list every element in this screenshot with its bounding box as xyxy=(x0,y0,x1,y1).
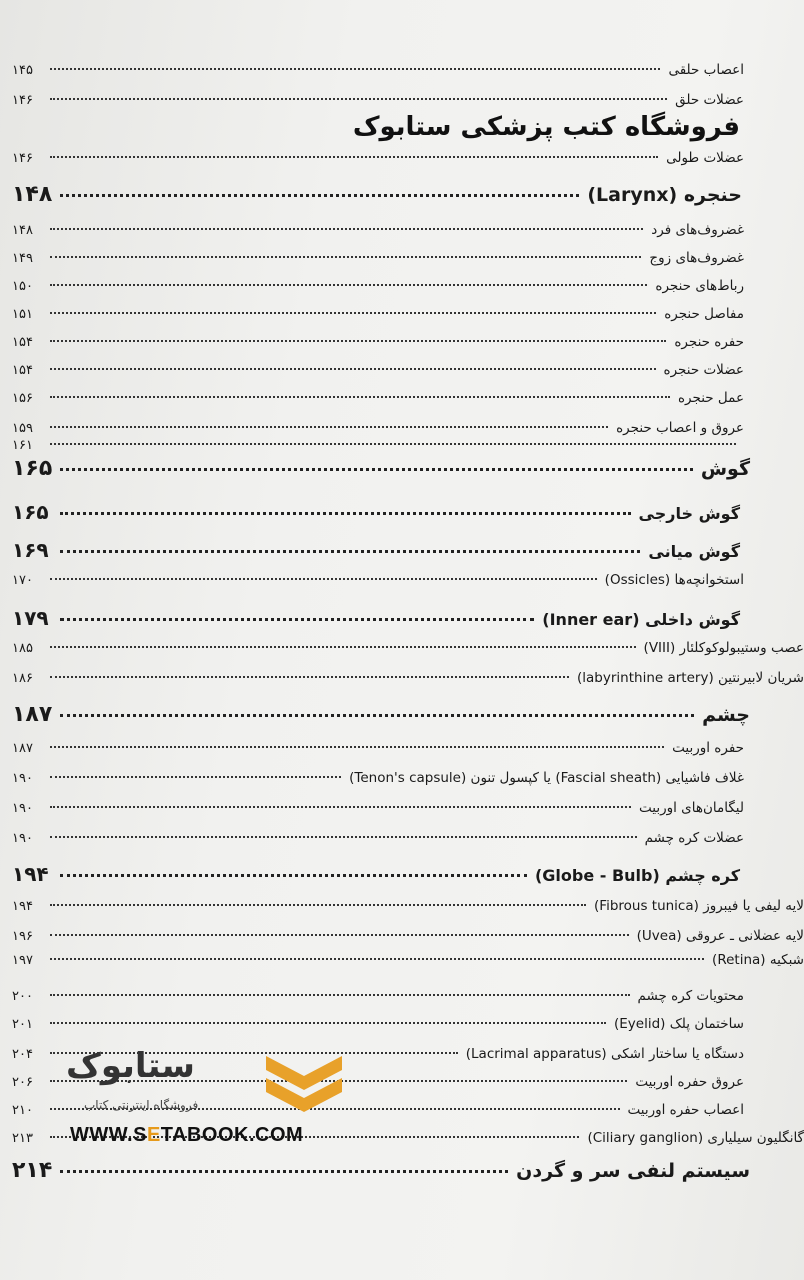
dot-leader xyxy=(50,443,736,445)
toc-entry-title: چشم xyxy=(702,704,750,726)
toc-entry-page: ۱۶۹ xyxy=(12,538,49,562)
toc-entry xyxy=(12,250,744,270)
toc-entry xyxy=(12,538,740,562)
toc-entry-title: محتویات کره چشم xyxy=(637,988,744,1004)
dot-leader xyxy=(50,994,630,996)
toc-entry xyxy=(12,928,804,948)
dot-leader xyxy=(50,340,666,342)
toc-entry-title: لیگامان‌های اوربیت xyxy=(639,800,744,816)
toc-entry-page: ۱۷۹ xyxy=(12,606,49,630)
dot-leader xyxy=(50,904,586,906)
toc-entry xyxy=(12,830,744,850)
toc-entry-page: ۱۵۱ xyxy=(12,307,33,322)
toc-entry-page: ۱۷۰ xyxy=(12,573,33,588)
toc-entry-page: ۱۴۵ xyxy=(12,63,33,78)
url-suffix: TABOOK.COM xyxy=(160,1124,304,1146)
dot-leader xyxy=(60,714,694,717)
toc-entry-title: مفاصل حنجره xyxy=(664,306,744,322)
toc-entry xyxy=(12,362,744,382)
toc-entry-title: اعصاب حلقی xyxy=(668,62,744,78)
dot-leader xyxy=(60,194,579,197)
dot-leader xyxy=(50,1022,606,1024)
toc-entry-title: گانگلیون سیلیاری (Ciliary ganglion) xyxy=(587,1130,804,1146)
toc-entry-page: ۱۴۸ xyxy=(12,182,53,207)
toc-entry-page: ۲۰۰ xyxy=(12,989,33,1004)
toc-entry-title: گوش داخلی (Inner ear) xyxy=(542,610,740,629)
toc-entry-page: ۱۶۱ xyxy=(12,438,33,453)
toc-entry-page: ۱۹۰ xyxy=(12,771,33,786)
toc-entry-page: ۱۶۵ xyxy=(12,500,49,524)
toc-entry-page: ۲۰۶ xyxy=(12,1075,33,1090)
toc-entry-page: ۱۹۰ xyxy=(12,831,33,846)
toc-entry-title: عضلات طولی xyxy=(666,150,744,166)
dot-leader xyxy=(50,958,704,960)
toc-entry-title: کره چشم (Globe - Bulb) xyxy=(534,866,740,885)
toc-entry-title: لایه عضلانی ـ عروقی (Uvea) xyxy=(636,928,804,944)
dot-leader xyxy=(50,68,660,70)
dot-leader xyxy=(50,676,569,678)
toc-entry-title: غلاف فاشیایی (Fascial sheath) یا کپسول تنون (Tenon's capsule) xyxy=(349,770,744,786)
toc-entry-title: غضروف‌های فرد xyxy=(651,222,744,238)
toc-entry-title: عضلات حلق xyxy=(675,92,744,108)
dot-leader xyxy=(50,396,670,398)
toc-entry-page: ۱۹۴ xyxy=(12,899,33,914)
toc-entry xyxy=(12,1158,750,1184)
toc-entry xyxy=(12,800,744,820)
dot-leader xyxy=(60,874,527,877)
toc-entry xyxy=(12,740,744,760)
toc-entry xyxy=(12,390,744,410)
toc-entry xyxy=(12,988,744,1008)
dot-leader xyxy=(50,312,656,314)
toc-entry-title: غضروف‌های زوج xyxy=(649,250,744,266)
url-prefix: WWW.S xyxy=(70,1124,147,1146)
dot-leader xyxy=(50,836,637,838)
dot-leader xyxy=(50,368,656,370)
toc-entry-title: استخوانچه‌ها (Ossicles) xyxy=(604,572,744,588)
toc-entry xyxy=(12,770,744,790)
toc-entry-title: ساختمان پلک (Eyelid) xyxy=(613,1016,744,1032)
toc-entry-title: حفره اوربیت xyxy=(672,740,744,756)
dot-leader xyxy=(50,426,608,428)
toc-entry-page: ۱۴۶ xyxy=(12,93,33,108)
url-accent: E xyxy=(146,1124,161,1146)
setabook-logo xyxy=(66,1040,346,1150)
toc-entry-page: ۱۵۴ xyxy=(12,363,33,378)
dot-leader xyxy=(50,256,641,258)
toc-entry-page: ۲۱۳ xyxy=(12,1131,33,1146)
toc-entry-page: ۱۴۸ xyxy=(12,223,33,238)
toc-entry-title: عضلات حنجره xyxy=(663,362,744,378)
toc-entry-page: ۱۹۷ xyxy=(12,953,33,968)
dot-leader xyxy=(50,746,664,748)
toc-entry-title: گوش خارجی xyxy=(638,504,740,523)
toc-entry-page: ۱۵۹ xyxy=(12,421,33,436)
toc-entry-page: ۱۸۶ xyxy=(12,671,33,686)
toc-entry xyxy=(12,222,744,242)
dot-leader xyxy=(60,468,693,471)
dot-leader xyxy=(50,228,643,230)
toc-entry xyxy=(12,438,744,458)
toc-entry-title: حنجره (Larynx) xyxy=(587,184,742,206)
toc-entry xyxy=(12,640,804,660)
toc-entry-page: ۱۸۷ xyxy=(12,741,33,756)
dot-leader xyxy=(50,934,629,936)
toc-entry-page: ۲۱۴ xyxy=(12,1158,53,1183)
toc-entry-title: اعصاب حفره اوربیت xyxy=(627,1102,744,1118)
toc-entry xyxy=(12,456,750,482)
dot-leader xyxy=(50,284,647,286)
toc-entry xyxy=(12,572,744,592)
dot-leader xyxy=(50,578,597,580)
logo-brand-text: ستابوک xyxy=(66,1046,195,1086)
toc-entry xyxy=(12,150,744,170)
toc-entry xyxy=(12,702,750,728)
toc-entry-page: ۱۴۶ xyxy=(12,151,33,166)
toc-entry-title: شبکیه (Retina) xyxy=(712,952,804,968)
toc-entry-title: سیستم لنفی سر و گردن xyxy=(516,1160,750,1182)
dot-leader xyxy=(50,646,636,648)
toc-entry-title: گوش xyxy=(700,458,750,480)
toc-entry xyxy=(12,606,740,630)
toc-entry-page: ۱۹۰ xyxy=(12,801,33,816)
toc-entry-title: رباط‌های حنجره xyxy=(655,278,744,294)
store-watermark: فروشگاه کتب پزشکی ستابوک xyxy=(352,112,740,142)
toc-entry xyxy=(12,306,744,326)
toc-entry-title: شریان لابیرنتین (labyrinthine artery) xyxy=(577,670,804,686)
toc-entry-page: ۲۰۴ xyxy=(12,1047,33,1062)
toc-entry xyxy=(12,92,744,112)
dot-leader xyxy=(60,618,534,621)
logo-tagline: فروشگاه اینترنتی کتاب xyxy=(84,1098,199,1112)
toc-entry-page: ۱۶۵ xyxy=(12,456,53,481)
toc-entry-title: عصب وستیبولوکوکلئار (VIII) xyxy=(643,640,804,656)
toc-entry xyxy=(12,182,742,208)
toc-entry-page: ۱۴۹ xyxy=(12,251,33,266)
toc-entry xyxy=(12,898,804,918)
toc-entry-title: عضلات کره چشم xyxy=(644,830,744,846)
toc-entry xyxy=(12,1016,744,1036)
toc-entry-title: حفره حنجره xyxy=(674,334,744,350)
toc-entry-title: دستگاه یا ساختار اشکی (Lacrimal apparatus) xyxy=(465,1046,744,1062)
dot-leader xyxy=(50,776,341,778)
toc-entry-title: عروق حفره اوربیت xyxy=(635,1074,744,1090)
toc-entry-page: ۱۹۶ xyxy=(12,929,33,944)
toc-entry xyxy=(12,862,740,886)
toc-entry-page: ۱۵۰ xyxy=(12,279,33,294)
dot-leader xyxy=(60,1170,508,1173)
toc-entry-title: عروق و اعصاب حنجره xyxy=(616,420,744,436)
toc-entry xyxy=(12,278,744,298)
toc-entry-page: ۱۵۶ xyxy=(12,391,33,406)
toc-entry xyxy=(12,62,744,82)
dot-leader xyxy=(50,156,658,158)
toc-entry xyxy=(12,420,744,440)
toc-entry-title: گوش میانی xyxy=(648,542,740,561)
chevron-logo-icon xyxy=(262,1050,346,1120)
toc-entry-page: ۲۰۱ xyxy=(12,1017,33,1032)
toc-entry xyxy=(12,334,744,354)
toc-entry xyxy=(12,670,804,690)
toc-entry xyxy=(12,952,804,972)
toc-entry-title: لایه لیفی یا فیبروز (Fibrous tunica) xyxy=(594,898,804,914)
toc-entry-title: عمل حنجره xyxy=(677,390,744,406)
toc-entry-page: ۲۱۰ xyxy=(12,1103,33,1118)
dot-leader xyxy=(50,806,631,808)
toc-entry-page: ۱۵۴ xyxy=(12,335,33,350)
dot-leader xyxy=(60,550,640,553)
toc-entry-page: ۱۹۴ xyxy=(12,862,49,886)
website-url[interactable] xyxy=(70,1124,303,1147)
toc-entry-page: ۱۸۵ xyxy=(12,641,33,656)
dot-leader xyxy=(50,98,667,100)
dot-leader xyxy=(60,512,631,515)
toc-entry-page: ۱۸۷ xyxy=(12,702,53,727)
toc-entry xyxy=(12,500,740,524)
